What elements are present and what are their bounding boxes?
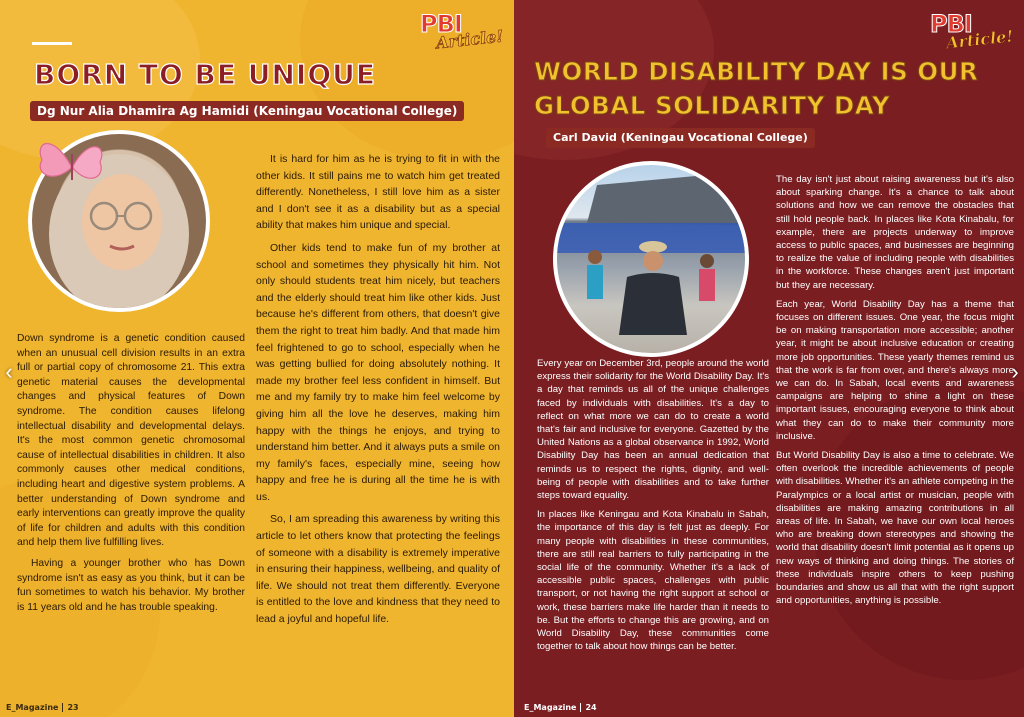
paragraph: Each year, World Disability Day has a theme that focuses on different issues. One year, the focus might be on making transportation more accessible; another year, it might be about inclusive education or creating more job opportunities. These yearly themes remind us that the work is far from over, and there's always more we can do. In Sabah, local events and awareness campaigns are helping to shine a light on these important issues, encouraging everyone to think about what they can do to make their community more inclusive. bbox=[776, 298, 1014, 442]
author-badge: Dg Nur Alia Dhamira Ag Hamidi (Keningau Vocational College) bbox=[30, 101, 464, 121]
page-footer bbox=[524, 703, 597, 712]
article-column-1 bbox=[537, 357, 769, 659]
event-scene-illustration bbox=[557, 165, 745, 353]
logo-main: PBI bbox=[930, 10, 972, 38]
butterfly-icon bbox=[34, 134, 108, 198]
previous-page-chevron-icon[interactable]: ‹ bbox=[5, 359, 13, 384]
article-column-1 bbox=[17, 332, 245, 621]
event-photo bbox=[557, 165, 745, 353]
footer-divider bbox=[580, 703, 581, 712]
paragraph: Down syndrome is a genetic condition caused when an unusual cell division results in an extra full or partial copy of chromosome 21. This extra genetic material causes the developmental changes and physical features of Down syndrome. The condition causes lifelong intellectual disability and developmental delays. It's the most common genetic chromosomal cause of intellectual disabilities in children. It also commonly causes other medical conditions, including heart and digestive system problems. A better understanding of Down syndrome and early interventions can greatly improve the quality of life for children and adults with this condition and help them live fulfilling lives. bbox=[17, 333, 245, 549]
logo-sub: Article! bbox=[945, 26, 1015, 53]
paragraph: Every year on December 3rd, people around the world express their solidarity for the World Disability Day. It's a day that reminds us all of the unique challenges faced by individuals with disabilities. It's a day to reflect on what more we can do to create a world that's fair and inclusive for everyone. Gazetted by the United Nations as a global observance in 1992, World Disability Day has been an annual dedication that reminds us to respect the rights, dignity, and well-being of people with disabilities and to take further steps toward equality. bbox=[537, 358, 769, 502]
paragraph: Having a younger brother who has Down syndrome isn't as easy as you think, but it can be fun sometimes to watch his behavior. My brother is 11 years old and he has trouble speaking. bbox=[17, 557, 245, 613]
paragraph: But World Disability Day is also a time to celebrate. We often overlook the incredible achievements of people with disabilities. Whether it's an athlete competing in the Paralympics or a local artist or musician, people with disabilities are making amazing contributions in all areas of life. In Sabah, we have our own local heroes who are breaking down stereotypes and showing the world that disability doesn't limit potential as it opens up new ways of thinking and doing things. The stories of these individuals inspire others to keep pushing boundaries and show us all that with the right support and opportunities, anything is possible. bbox=[776, 450, 1014, 607]
author-badge: Carl David (Keningau Vocational College) bbox=[546, 128, 815, 148]
paragraph: In places like Keningau and Kota Kinabalu in Sabah, the importance of this day is felt just as deeply. For many people with disabilities in these communities, there are still real barriers to fully participating in the social life of the community. Whether it's a lack of accessible public spaces, challenges with public transport, or not having the right support at school or work, these barriers make life harder than it needs to be. But the efforts to change this are growing, and on World Disability Day, these communities come together to talk about how things can be better. bbox=[537, 509, 769, 653]
magazine-page-right bbox=[514, 0, 1024, 717]
pbi-article-logo bbox=[930, 10, 1020, 54]
logo-main: PBI bbox=[420, 10, 462, 38]
pbi-article-logo bbox=[420, 10, 510, 54]
paragraph: It is hard for him as he is trying to fit in with the other kids. It still pains me to watch him get treated differently. Nonetheless, I still love him as a sister and I don't see it as a disability but as a special ability that makes him unique and special. bbox=[256, 153, 500, 232]
article-column-2 bbox=[256, 151, 500, 634]
logo-sub: Article! bbox=[435, 26, 505, 53]
page-number: 23 bbox=[67, 703, 79, 712]
footer-divider bbox=[62, 703, 63, 712]
paragraph: Other kids tend to make fun of my brother at school and sometimes they physically hit him. Not only should students treat him nicely, but teachers and the elderly should treat him like other kids. Just because he's different from others, that doesn't give them the right to treat him badly. And that made him feel frightened to go to school, especially when he was getting bullied for doing absolutely nothing. It made my brother feel less confident in himself. But me and my family try to make him feel welcome by giving him all the love he deserves, making him happy with the things he enjoys, and trying to understand him better. And it always puts a smile on my family's faces, especially mine, seeing how happy and free he is during all the time he is with us. bbox=[256, 241, 500, 503]
page-number: 24 bbox=[585, 703, 597, 712]
next-page-chevron-icon[interactable]: › bbox=[1011, 359, 1019, 384]
decorative-bar bbox=[32, 42, 72, 45]
paragraph: So, I am spreading this awareness by writing this article to let others know that protecting the feelings of someone with a disability is extremely imperative in ensuring their happiness, wellbeing, and quality of life. We should not treat them differently. Everyone is entitled to the love and kindness that they need to lead a joyful and hopeful life. bbox=[256, 513, 500, 626]
article-title: WORLD DISABILITY DAY IS OUR GLOBAL SOLIDARITY DAY bbox=[534, 57, 979, 120]
paragraph: The day isn't just about raising awareness but it's also about sparking change. It's a chance to talk about solutions and how we can remove the obstacles that still hold people back. In places like Kota Kinabalu, for example, there are projects underway to improve access to public spaces, and businesses are beginning to realize the value of including people with disabilities in the workforce. These changes aren't just important but they are necessary. bbox=[776, 174, 1014, 291]
footer-label: E_Magazine bbox=[6, 703, 59, 712]
footer-label: E_Magazine bbox=[524, 703, 577, 712]
article-column-2 bbox=[776, 173, 1014, 614]
article-title: BORN TO BE UNIQUE bbox=[34, 58, 377, 91]
page-footer bbox=[6, 703, 79, 712]
